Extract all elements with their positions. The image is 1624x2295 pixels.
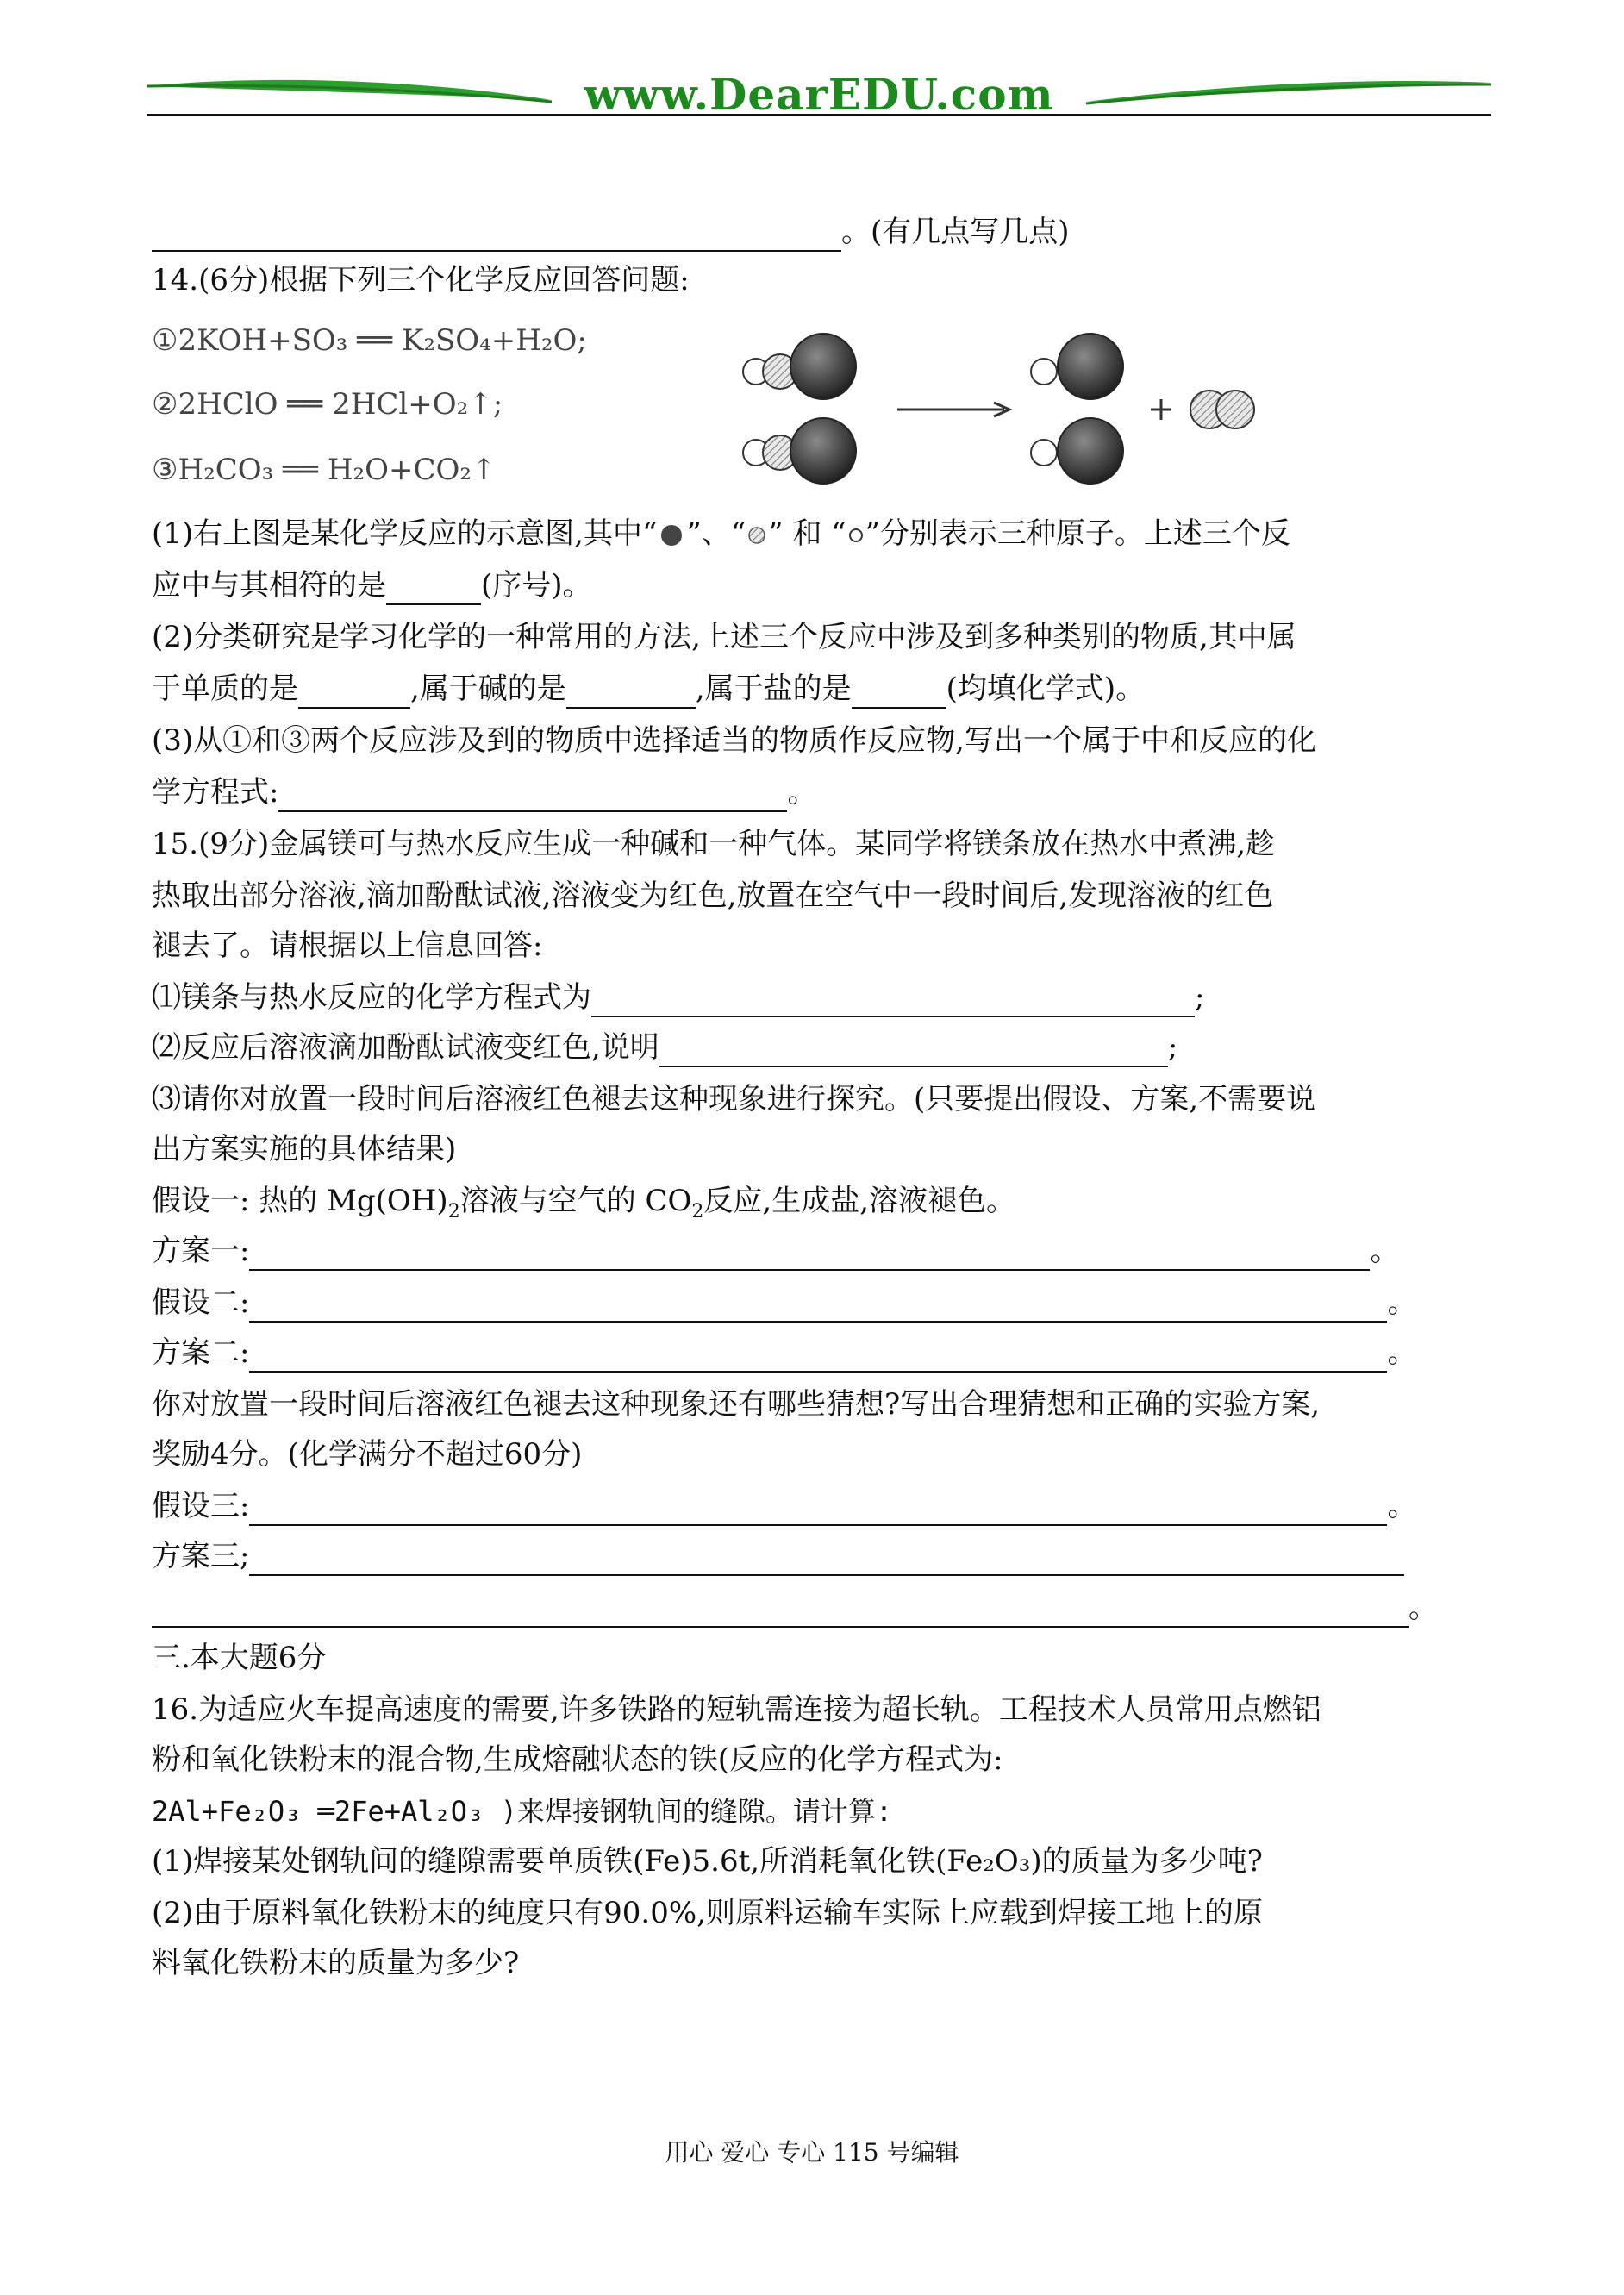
plan-2: 方案二: 。 bbox=[152, 1333, 1416, 1373]
q15-sub3-line2: 出方案实施的具体结果) bbox=[152, 1132, 457, 1166]
q15-sub1: ⑴镁条与热水反应的化学方程式为 ; bbox=[152, 978, 1204, 1017]
bonus-line2: 奖励4分。(化学满分不超过60分) bbox=[152, 1437, 583, 1472]
q15-sub3-line1: ⑶请你对放置一段时间后溶液红色褪去这种现象进行探究。(只要提出假设、方案,不需要说 bbox=[152, 1082, 1316, 1116]
answer-blank[interactable] bbox=[659, 1035, 1168, 1067]
plan-1: 方案一: 。 bbox=[152, 1231, 1399, 1271]
molecule-hcl-2 bbox=[1031, 418, 1123, 484]
bonus-line1: 你对放置一段时间后溶液红色褪去这种现象还有哪些猜想?写出合理猜想和正确的实验方案, bbox=[152, 1387, 1321, 1422]
q14-part2-line2: 于单质的是 ,属于碱的是 ,属于盐的是 (均填化学式)。 bbox=[152, 669, 1145, 709]
answer-blank[interactable] bbox=[249, 1290, 1387, 1323]
hatched-atom-icon bbox=[746, 525, 768, 546]
equation-3: ③H₂CO₃ ══ H₂O+CO₂↑ bbox=[152, 453, 497, 487]
q16-part1: (1)焊接某处钢轨间的缝隙需要单质铁(Fe)5.6t,所消耗氧化铁(Fe₂O₃)的质量为多少吨? bbox=[152, 1844, 1263, 1879]
white-atom-icon bbox=[846, 526, 865, 545]
answer-blank[interactable] bbox=[852, 676, 946, 709]
answer-blank[interactable] bbox=[591, 985, 1195, 1017]
q16-line2: 粉和氧化铁粉末的混合物,生成熔融状态的铁(反应的化学方程式为: bbox=[152, 1742, 1003, 1777]
answer-blank[interactable] bbox=[298, 676, 410, 709]
answer-blank[interactable] bbox=[249, 1493, 1387, 1526]
q16-part2-line1: (2)由于原料氧化铁粉末的纯度只有90.0%,则原料运输车实际上应载到焊接工地上的原 bbox=[152, 1896, 1263, 1930]
q14-part1-line2: 应中与其相符的是 (序号)。 bbox=[152, 566, 592, 605]
q15-line2: 热取出部分溶液,滴加酚酞试液,溶液变为红色,放置在空气中一段时间后,发现溶液的红色 bbox=[152, 879, 1274, 913]
q14-part3-line2: 学方程式: 。 bbox=[152, 772, 816, 812]
q15-line3: 褪去了。请根据以上信息回答: bbox=[152, 929, 543, 963]
answer-blank[interactable] bbox=[278, 779, 787, 812]
q14-part3-line1: (3)从①和③两个反应涉及到的物质中选择适当的物质作反应物,写出一个属于中和反应的化 bbox=[152, 723, 1316, 758]
q14-part2-line1: (2)分类研究是学习化学的一种常用的方法,上述三个反应中涉及到多种类别的物质,其中属 bbox=[152, 620, 1296, 654]
answer-blank[interactable] bbox=[152, 219, 531, 252]
molecule-hclo-1 bbox=[743, 334, 856, 399]
answer-blank[interactable] bbox=[566, 676, 696, 709]
q15-sub2: ⑵反应后溶液滴加酚酞试液变红色,说明 ; bbox=[152, 1028, 1177, 1067]
dark-atom-icon bbox=[657, 524, 686, 547]
molecule-o2 bbox=[1190, 391, 1254, 428]
answer-blank[interactable] bbox=[249, 1340, 1387, 1373]
reaction-diagram bbox=[737, 323, 1297, 504]
section-3-title: 三.本大题6分 bbox=[152, 1641, 327, 1675]
molecule-hclo-2 bbox=[743, 418, 856, 484]
q14-title: 14.(6分)根据下列三个化学反应回答问题: bbox=[152, 263, 690, 297]
page-footer: 用心 爱心 专心 115 号编辑 bbox=[665, 2138, 959, 2167]
molecule-hcl-1 bbox=[1031, 334, 1123, 399]
plan-3: 方案三; bbox=[152, 1536, 1404, 1576]
answer-blank[interactable] bbox=[386, 572, 481, 605]
answer-blank[interactable] bbox=[531, 219, 841, 252]
site-url: www.DearEDU.com bbox=[584, 69, 1054, 120]
answer-blank[interactable] bbox=[152, 1595, 1409, 1628]
q14-part1-line1: (1)右上图是某化学反应的示意图,其中“ ”、“ ” 和 “ ”分别表示三种原子。上述三个反 bbox=[152, 516, 1290, 551]
hypothesis-3: 假设三: 。 bbox=[152, 1486, 1416, 1526]
hypothesis-1: 假设一: 热的 $Mg(OH)_2$溶液与空气的 $CO_2$反应,生成盐,溶液褪色。 bbox=[152, 1184, 1016, 1223]
q16-equation: 2Al+Fe₂O₃ ═2Fe+Al₂O₃ )来焊接钢轨间的缝隙。请计算: bbox=[152, 1795, 893, 1828]
equation-2: ②2HClO ══ 2HCl+O₂↑; bbox=[152, 387, 503, 422]
q16-part2-line2: 料氧化铁粉末的质量为多少? bbox=[152, 1946, 520, 1980]
q16-line1: 16.为适应火车提高速度的需要,许多铁路的短轨需连接为超长轨。工程技术人员常用点燃铝 bbox=[152, 1692, 1321, 1727]
hypothesis-2: 假设二: 。 bbox=[152, 1283, 1416, 1323]
site-header bbox=[147, 67, 1491, 128]
equation-1: ①2KOH+SO₃ ══ K₂SO₄+H₂O; bbox=[152, 323, 587, 358]
answer-blank[interactable] bbox=[249, 1238, 1370, 1271]
q13-tail-line: 。(有几点写几点) bbox=[152, 212, 1070, 252]
q15-line1: 15.(9分)金属镁可与热水反应生成一种碱和一种气体。某同学将镁条放在热水中煮沸,趁 bbox=[152, 827, 1276, 861]
plan-3-continued: 。 bbox=[152, 1588, 1438, 1628]
answer-blank[interactable] bbox=[249, 1543, 1404, 1576]
